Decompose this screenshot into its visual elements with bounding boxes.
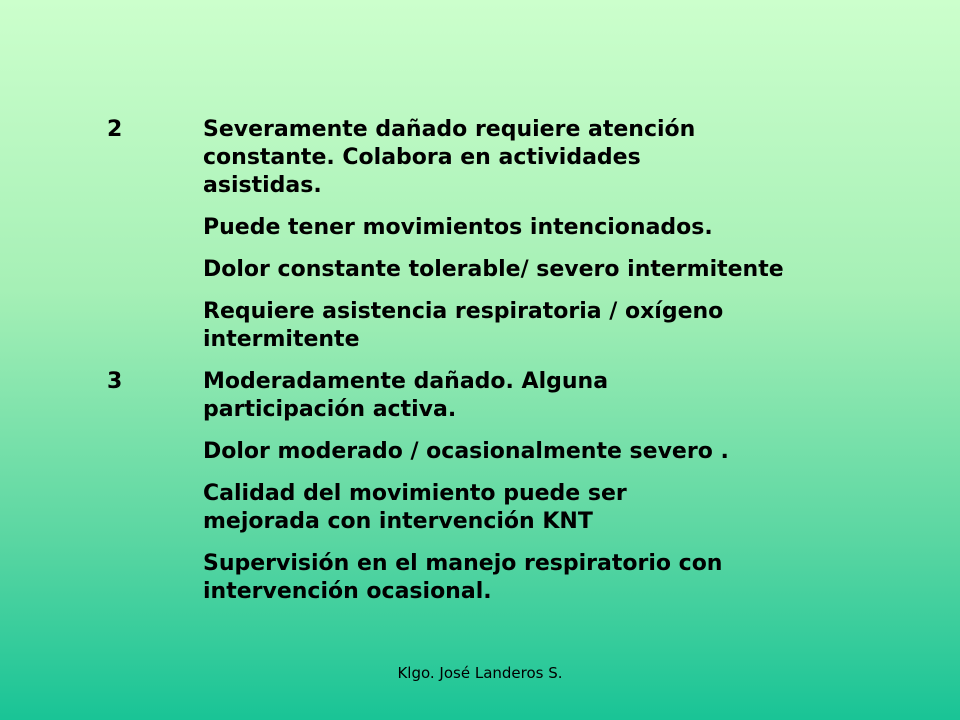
level-2-movement-text: Puede tener movimientos intencionados. [203, 215, 713, 240]
level-3-respiratory-text: Supervisión en el manejo respiratorio con intervención ocasional. [203, 551, 723, 604]
level-3-line-respiratory [107, 550, 867, 606]
level-3-movement-text: Calidad del movimiento puede ser mejorada con intervención KNT [203, 481, 627, 534]
level-3-line-pain [107, 438, 867, 466]
level-3-pain-text: Dolor moderado / ocasionalmente severo . [203, 439, 729, 464]
level-3-entry [107, 368, 867, 424]
level-2-line-respiratory [107, 298, 867, 354]
slide-footer-author: Klgo. José Landeros S. [397, 664, 563, 682]
slide-content [107, 116, 867, 606]
level-2-number: 2 [107, 117, 123, 142]
level-2-entry [107, 116, 867, 200]
level-3-line-movement [107, 480, 867, 536]
level-2-description: Severamente dañado requiere atención constante. Colabora en actividades asistidas. [203, 117, 696, 198]
level-3-number: 3 [107, 369, 123, 394]
level-2-line-movement [107, 214, 867, 242]
level-3-description: Moderadamente dañado. Alguna participación activa. [203, 369, 609, 422]
level-2-pain-text: Dolor constante tolerable/ severo intermitente [203, 257, 784, 282]
level-2-line-pain [107, 256, 867, 284]
level-2-respiratory-text: Requiere asistencia respiratoria / oxígeno intermitente [203, 299, 724, 352]
